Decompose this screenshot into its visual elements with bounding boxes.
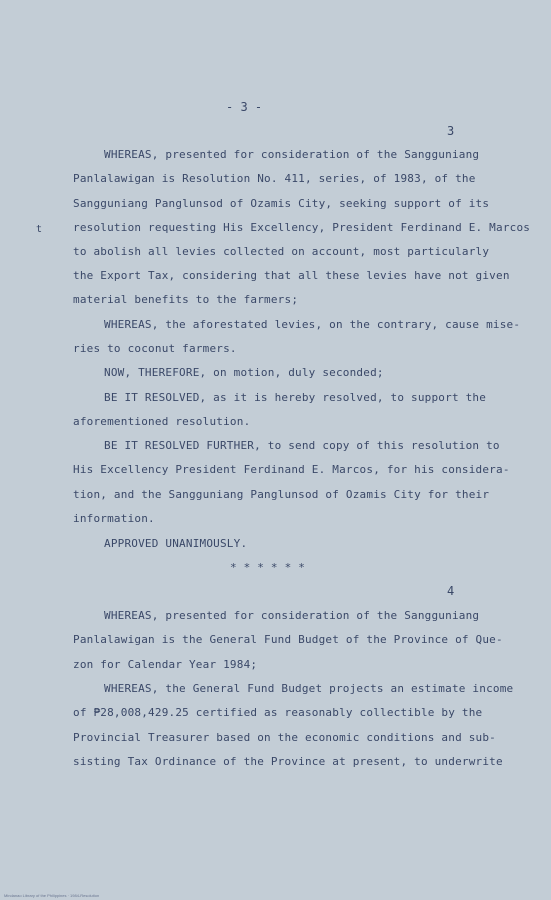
text-line: Panlalawigan is Resolution No. 411, series, of 1983, of the: [73, 172, 476, 185]
text-line: WHEREAS, presented for consideration of the Sangguniang: [104, 609, 480, 622]
section-number-3: 3: [447, 124, 455, 138]
text-line: the Export Tax, considering that all these levies have not given: [73, 269, 510, 282]
text-line: APPROVED UNANIMOUSLY.: [104, 537, 248, 550]
text-line: tion, and the Sangguniang Panglunsod of Ozamis City for their: [73, 488, 490, 501]
separator-asterisks: * * * * * *: [230, 561, 306, 574]
page-marker: - 3 -: [226, 100, 263, 114]
text-line: WHEREAS, presented for consideration of the Sangguniang: [104, 148, 480, 161]
section-number-4: 4: [447, 584, 455, 598]
text-line: material benefits to the farmers;: [73, 293, 299, 306]
text-line: ries to coconut farmers.: [73, 342, 237, 355]
text-line: to abolish all levies collected on account, most particularly: [73, 245, 490, 258]
text-line: zon for Calendar Year 1984;: [73, 658, 258, 671]
text-line: resolution requesting His Excellency, President Ferdinand E. Marcos: [73, 221, 531, 234]
text-line: WHEREAS, the aforestated levies, on the contrary, cause mise-: [104, 318, 521, 331]
text-line: Provincial Treasurer based on the economic conditions and sub-: [73, 731, 496, 744]
text-line: BE IT RESOLVED, as it is hereby resolved, to support the: [104, 391, 487, 404]
text-line: Panlalawigan is the General Fund Budget of the Province of Que-: [73, 633, 503, 646]
text-line: His Excellency President Ferdinand E. Marcos, for his considera-: [73, 463, 510, 476]
text-line: sisting Tax Ordinance of the Province at present, to underwrite: [73, 755, 503, 768]
text-line: Sangguniang Panglunsod of Ozamis City, seeking support of its: [73, 197, 490, 210]
text-line: information.: [73, 512, 155, 525]
margin-mark: t: [36, 224, 43, 235]
text-line: aforementioned resolution.: [73, 415, 251, 428]
text-line: NOW, THEREFORE, on motion, duly seconded;: [104, 366, 384, 379]
text-line: of ₱28,008,429.25 certified as reasonably collectible by the: [73, 706, 483, 719]
text-line: BE IT RESOLVED FURTHER, to send copy of this resolution to: [104, 439, 500, 452]
text-line: WHEREAS, the General Fund Budget projects an estimate income: [104, 682, 514, 695]
footer-text: Mindanao Library of the Philippines · 1984-Resolution: [4, 893, 100, 898]
